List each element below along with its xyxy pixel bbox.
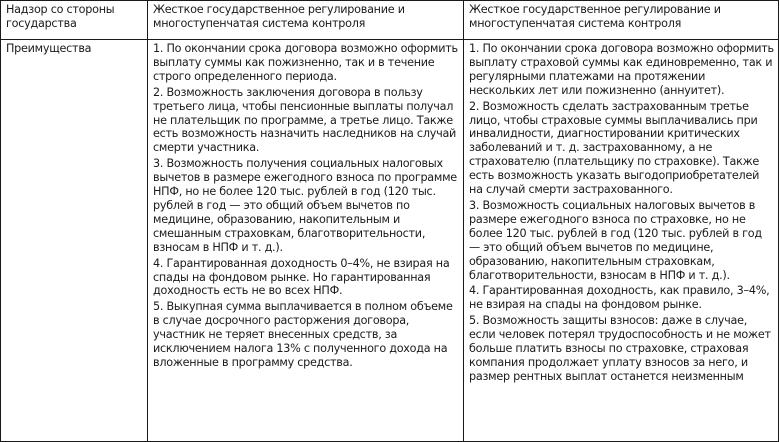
advantages-cell-npf — [148, 40, 464, 442]
header-cell-npf-regulation: Жесткое государственное регулирование и многоступенчатая система контроля — [148, 1, 464, 40]
list-item: 1. По окончании срока договора возможно оформить выплату суммы как пожизненно, так и в течение строго определенного периода. — [153, 42, 458, 83]
list-item: 5. Выкупная сумма выплачивается в полном объеме в случае досрочного расторжения договора, участник не теряет внесенных средств, за исключением налога 13% с полученного дохода на вложенные в программу средства. — [153, 300, 453, 369]
header-cell-supervision: Надзор со стороны государства — [1, 1, 148, 40]
header-cell-insurance-regulation: Жесткое государственное регулирование и многоступенчатая система контроля — [464, 1, 779, 40]
list-item: 4. Гарантированная доходность 0–4%, не взирая на спады на фондовом рынке. Но гарантированная доходность есть не во всех НПФ. — [153, 256, 450, 298]
list-item: 4. Гарантированная доходность, как правило, 3–4%, не взирая на спады на фондовом рынке. — [469, 284, 770, 312]
list-item: 5. Возможность защиты взносов: даже в случае, если человек потерял трудоспособность и не может больше платить взносы по страховке, страховая компания продолжает уплату взносов за него, и размер рентных выплат останется неизменным — [469, 314, 771, 383]
list-item: 1. По окончании срока договора возможно оформить выплату страховой суммы как единовременно, так и регулярными платежами на протяжении нескольких лет или пожизненно (аннуитет). — [469, 42, 774, 97]
list-item: 3. Возможность социальных налоговых вычетов в размере ежегодного взноса по страховке, но не более 120 тыс. рублей в год (120 тыс. рублей в год — это общий объем вычетов по медицине, образованию, накопительным страховкам, благотворительности, взносам в НПФ и т. д.). — [469, 198, 762, 282]
list-item: 3. Возможность получения социальных налоговых вычетов в размере ежегодного взноса по программе НПФ, но не более 120 тыс. рублей в год (120 тыс. рублей в год — это общий объем вычетов по медицине, образованию, накопительным и смешанным страховкам, благотворительности, взносам в НПФ и т. д.). — [153, 157, 457, 254]
advantages-cell-insurance — [464, 40, 779, 442]
list-item: 2. Возможность заключения договора в пользу третьего лица, чтобы пенсионные выплаты получал не плательщик по программе, а третье лицо. Также есть возможность назначить наследников на случай смерти участника. — [153, 85, 457, 155]
table-row-advantages — [1, 40, 779, 442]
row-label-advantages: Преимущества — [1, 40, 148, 442]
table-header-row — [1, 1, 779, 40]
list-item: 2. Возможность сделать застрахованным третье лицо, чтобы страховые суммы выплачивались при инвалидности, диагностировании критических заболеваний и т. д. застрахованному, а не страхователю (плательщику по страховке). Также есть возможность указать выгодоприобретателей на случай смерти застрахованного. — [469, 99, 760, 197]
